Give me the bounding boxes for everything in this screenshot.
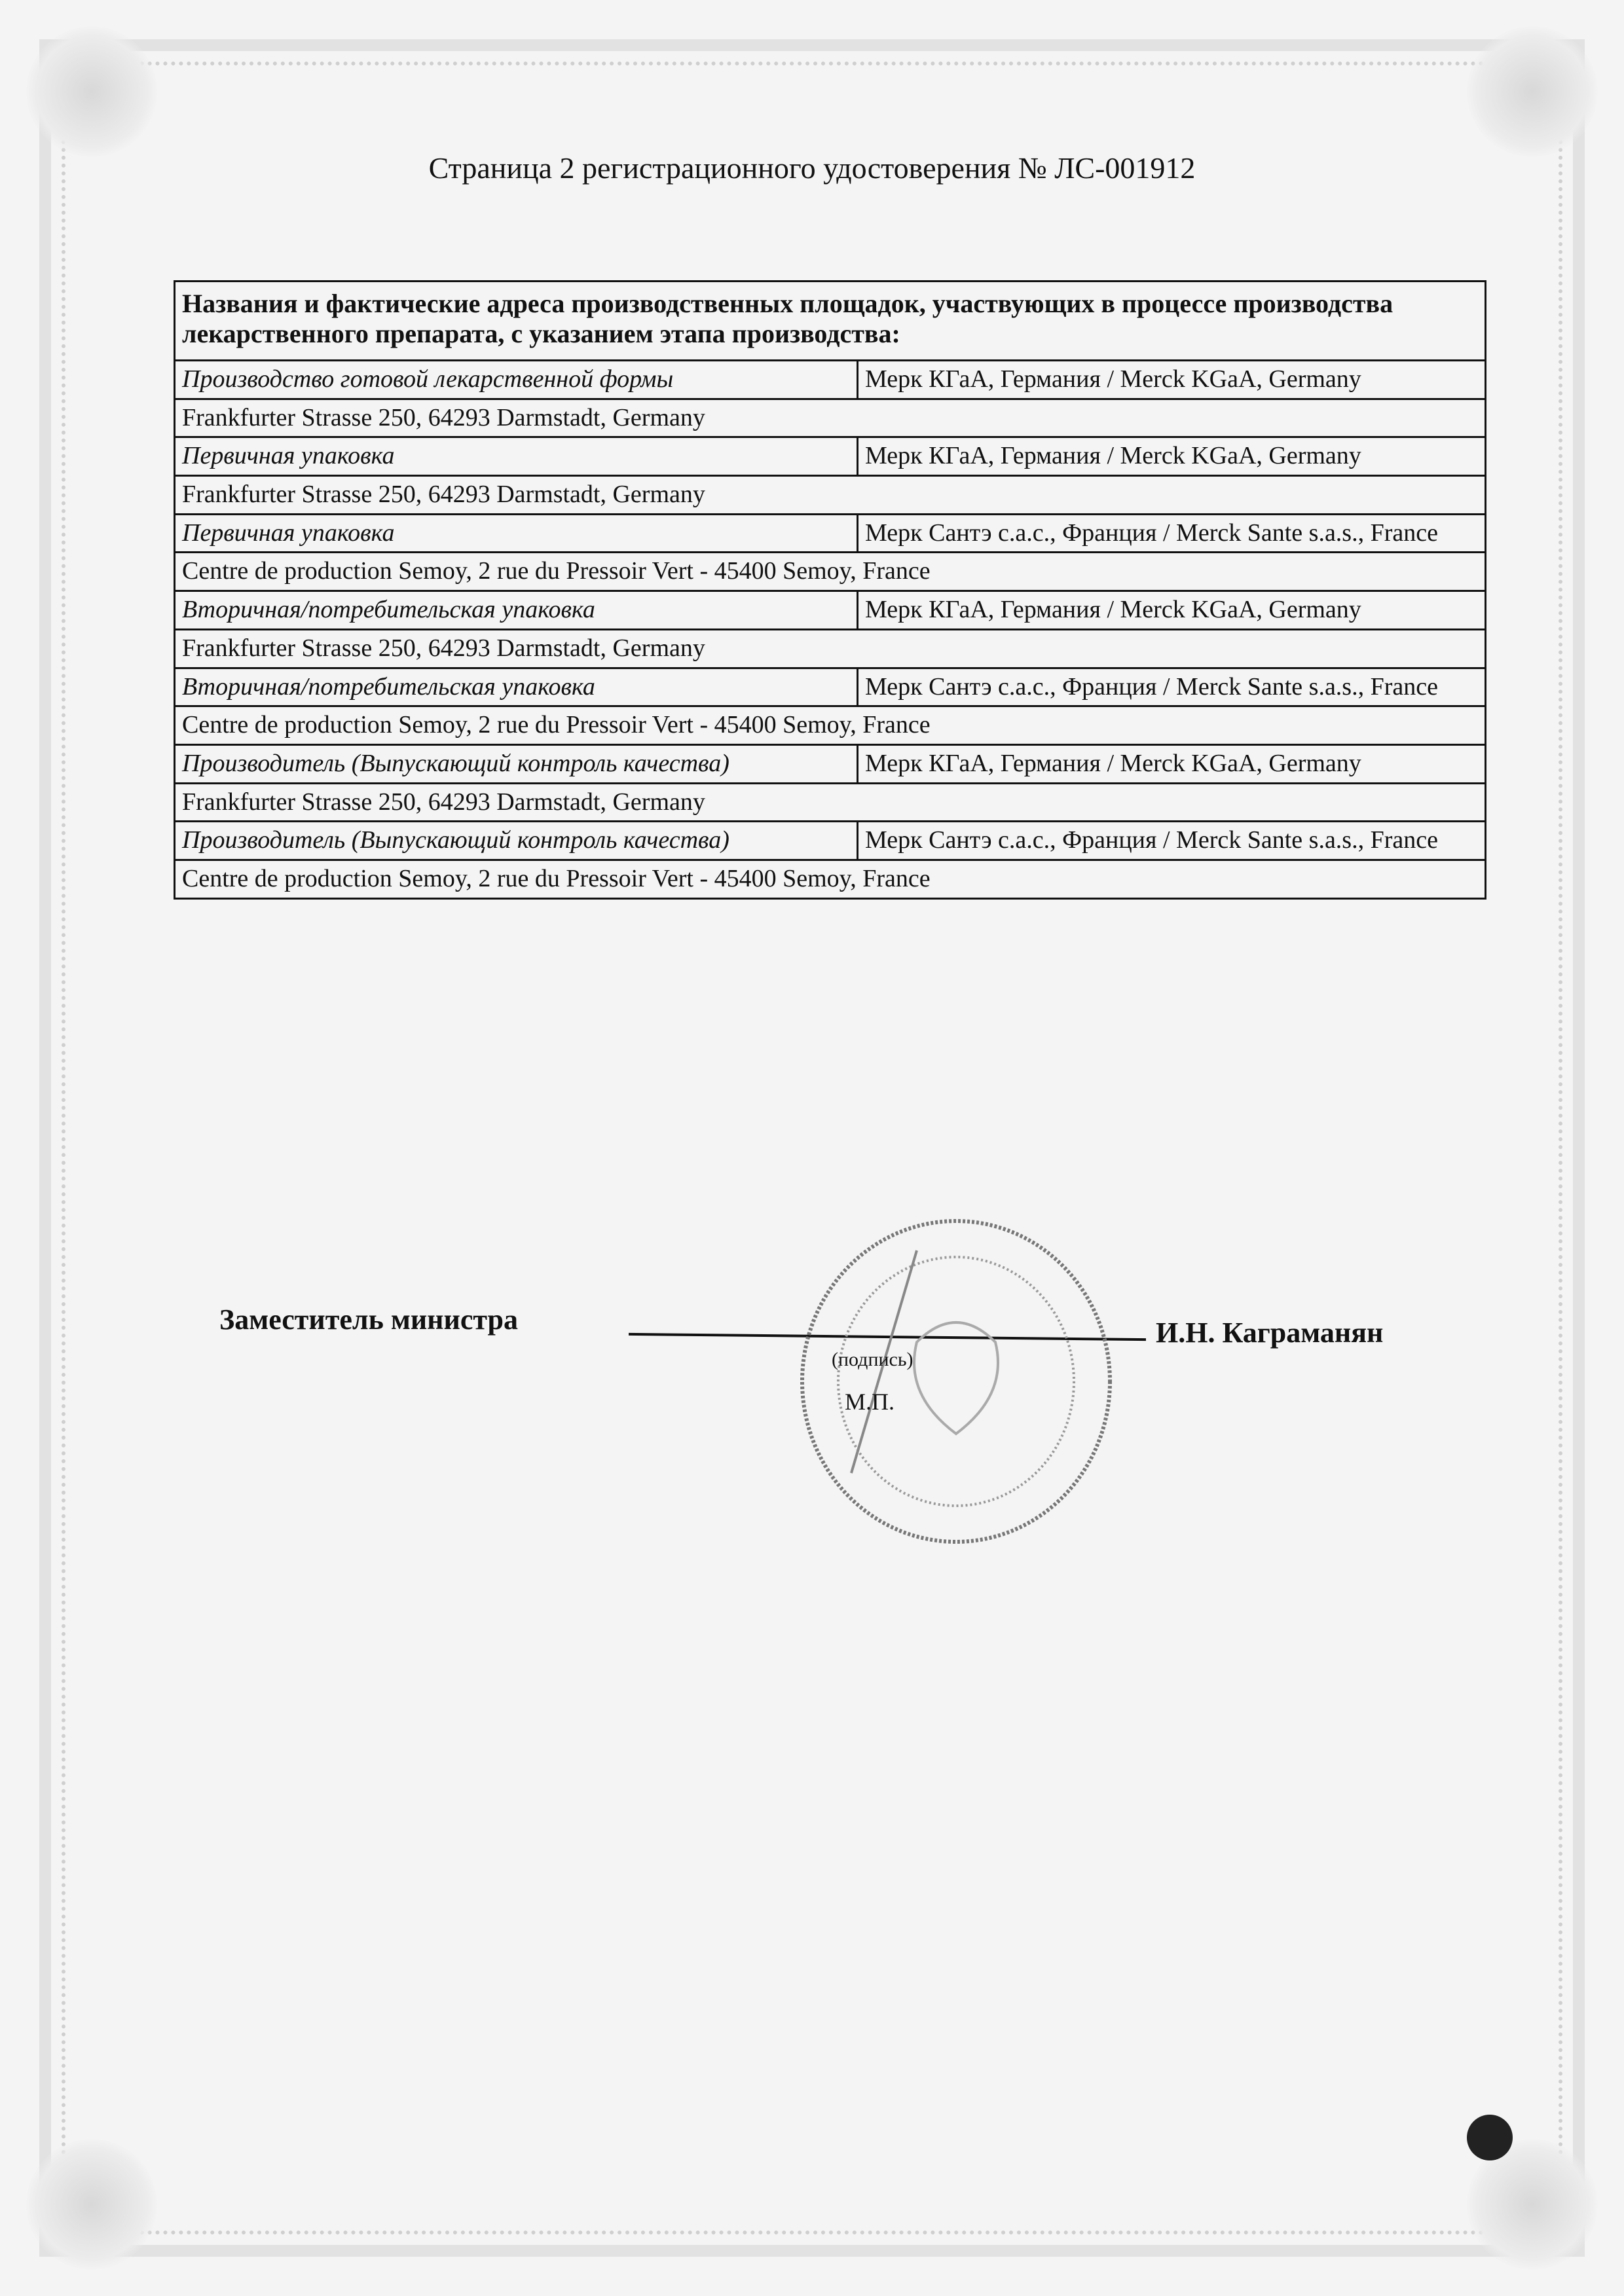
- address-cell: Frankfurter Strasse 250, 64293 Darmstadt, Germany: [175, 783, 1486, 822]
- company-cell: Мерк КГаА, Германия / Merck KGaA, Germany: [858, 591, 1486, 630]
- stage-cell: Первичная упаковка: [175, 514, 858, 553]
- production-sites-table: [174, 280, 1486, 900]
- hologram-dot: [1467, 2115, 1513, 2160]
- stage-cell: Производитель (Выпускающий контроль качества): [175, 744, 858, 783]
- seal-caption: М.П.: [845, 1389, 895, 1415]
- address-cell: Frankfurter Strasse 250, 64293 Darmstadt, Germany: [175, 399, 1486, 437]
- address-row: [175, 476, 1486, 515]
- address-cell: Centre de production Semoy, 2 rue du Pressoir Vert - 45400 Semoy, France: [175, 706, 1486, 745]
- stage-cell: Первичная упаковка: [175, 437, 858, 476]
- address-cell: Centre de production Semoy, 2 rue du Pressoir Vert - 45400 Semoy, France: [175, 860, 1486, 898]
- address-cell: Centre de production Semoy, 2 rue du Pressoir Vert - 45400 Semoy, France: [175, 553, 1486, 591]
- company-cell: Мерк Сантэ с.а.с., Франция / Merck Sante s.a.s., France: [858, 514, 1486, 553]
- signer-position: Заместитель министра: [219, 1303, 519, 1336]
- company-cell: Мерк Сантэ с.а.с., Франция / Merck Sante s.a.s., France: [858, 668, 1486, 706]
- official-seal-stamp: [786, 1211, 1126, 1552]
- address-row: [175, 629, 1486, 668]
- stage-row: [175, 591, 1486, 630]
- table-heading: Названия и фактические адреса производственных площадок, участвующих в процессе производства лекарственного препарата, с указанием этапа производства:: [175, 282, 1486, 361]
- address-cell: Frankfurter Strasse 250, 64293 Darmstadt, Germany: [175, 629, 1486, 668]
- signer-name: И.Н. Каграманян: [1156, 1317, 1384, 1349]
- address-row: [175, 783, 1486, 822]
- address-cell: Frankfurter Strasse 250, 64293 Darmstadt, Germany: [175, 476, 1486, 515]
- corner-ornament: [26, 2139, 157, 2270]
- address-row: [175, 860, 1486, 898]
- stage-cell: Производство готовой лекарственной формы: [175, 361, 858, 399]
- stage-row: [175, 744, 1486, 783]
- address-row: [175, 399, 1486, 437]
- company-cell: Мерк КГаА, Германия / Merck KGaA, Germany: [858, 744, 1486, 783]
- company-cell: Мерк КГаА, Германия / Merck KGaA, Germany: [858, 437, 1486, 476]
- stage-row: [175, 361, 1486, 399]
- stage-row: [175, 514, 1486, 553]
- address-row: [175, 706, 1486, 745]
- address-row: [175, 553, 1486, 591]
- stage-row: [175, 437, 1486, 476]
- stage-cell: Вторичная/потребительская упаковка: [175, 668, 858, 706]
- stage-row: [175, 822, 1486, 860]
- stage-cell: Производитель (Выпускающий контроль качества): [175, 822, 858, 860]
- corner-ornament: [26, 26, 157, 157]
- stage-row: [175, 668, 1486, 706]
- stage-cell: Вторичная/потребительская упаковка: [175, 591, 858, 630]
- company-cell: Мерк Сантэ с.а.с., Франция / Merck Sante s.a.s., France: [858, 822, 1486, 860]
- corner-ornament: [1467, 26, 1598, 157]
- company-cell: Мерк КГаА, Германия / Merck KGaA, Germany: [858, 361, 1486, 399]
- page-title: Страница 2 регистрационного удостоверения № ЛС-001912: [428, 151, 1196, 185]
- signature-caption: (подпись): [832, 1349, 913, 1370]
- table-header-row: [175, 282, 1486, 361]
